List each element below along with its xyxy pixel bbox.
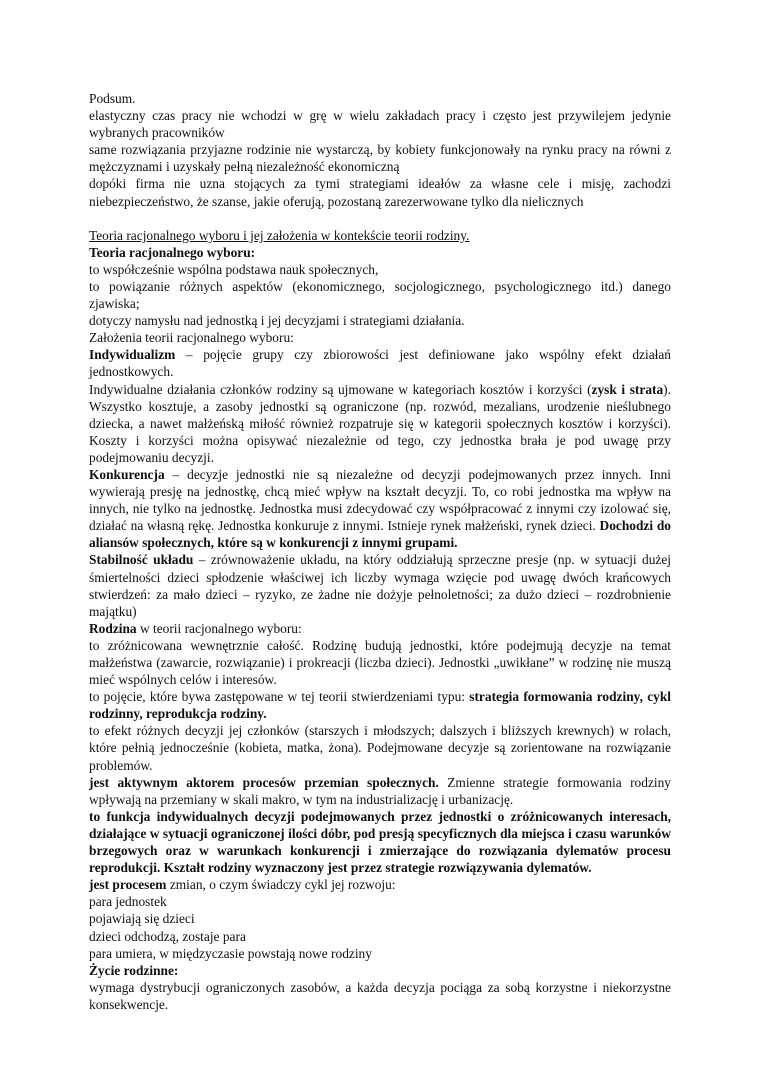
family-term: Rodzina <box>89 620 137 636</box>
family-item-4-text: Zmienne strategie formowania rodziny wpływają na przemiany w skali makro, w tym na industrializację i urbanizację. <box>89 774 672 807</box>
cycle-item: para umiera, w międzyczasie powstają nowe rodziny <box>89 945 372 961</box>
individual-actions-text-a: Indywidualne działania członków rodziny są ujmowane w kategoriach kosztów i korzyści ( <box>89 381 592 397</box>
competition-bold-end: Dochodzi do aliansów społecznych, które są w konkurencji z innymi grupami. <box>89 518 671 551</box>
theory-def-3: dotyczy namysłu nad jednostką i jej decyzjami i strategiami działania. <box>89 313 465 329</box>
family-item-5 <box>89 808 671 876</box>
family-item-5-bold: to funkcja indywidualnych decyzji podejmowanych przez jednostki o zróżnicowanych interesach, działające w sytuacji ograniczonej ilości dóbr, pod presją specyficznych dla miejsca i czasu warunków brzegowych oraz w warunkach konkurencji i zmierzające do rozwiązania dylematów procesu reprodukcji. Kształt rodziny wyznaczony jest przez strategie rozwiązywania dylematów. <box>89 808 671 876</box>
family-life-heading <box>89 962 671 979</box>
family-life-text: wymaga dystrybucji ograniczonych zasobów, a każda decyzja pociąga za sobą korzystne i niekorzystne konsekwencje. <box>89 979 671 1012</box>
family-item-4-bold: jest aktywnym aktorem procesów przemian społecznych. <box>89 774 439 790</box>
family-heading <box>89 620 671 637</box>
stability-text: – zrównoważenie układu, na który oddziałują sprzeczne presje (np. w sytuacji dużej śmiertelności dzieci spłodzenie właściwej ich liczby wymaga wzięcie pod uwagę dwóch krańcowych stwierdzeń: za mało dzieci – ryzyko, ze żadne nie dożyje pełnoletności; za dużo dzieci – rozdrobnienie majątku) <box>89 552 671 619</box>
theory-def-1: to współcześnie wspólna podstawa nauk społecznych, <box>89 261 379 277</box>
individualism-paragraph <box>89 346 671 380</box>
family-process-text: zmian, o czym świadczy cykl jej rozwoju: <box>166 877 396 893</box>
cycle-item: para jednostek <box>89 894 167 910</box>
competition-text: – decyzje jednostki nie są niezależne od decyzji podejmowanych przez innych. Inni wywierają presję na jednostkę, chcą mieć wpływ na kształt decyzji. To, co robi jednostka ma wpływ na innych, nie tylko na jednostkę. Jednostka musi zdecydować czy współpracować z innymi czy izolować się, działać na własną rękę. Jednostka konkuruje z innymi. Istnieje rynek małżeński, rynek dzieci. <box>89 466 671 534</box>
family-item-2 <box>89 688 671 722</box>
competition-term: Konkurencja <box>89 466 165 482</box>
theory-heading <box>89 244 671 261</box>
section-title: Teoria racjonalnego wyboru i jej założenia w kontekście teorii rodziny. <box>89 227 470 243</box>
family-item-2-text: to pojęcie, które bywa zastępowane w tej teorii stwierdzeniami typu: <box>89 689 470 705</box>
summary-heading: Podsum. <box>89 91 136 106</box>
summary-point-3: dopóki firma nie uzna stojących za tymi strategiami ideałów za własne cele i misję, zachodzi niebezpieczeństwo, że szanse, jakie oferują, pozostaną zarezerwowane tylko dla nielicznych <box>89 176 671 209</box>
individual-actions-bold: zysk i strata <box>591 381 664 397</box>
theory-def-2: to powiązanie różnych aspektów (ekonomicznego, socjologicznego, psychologicznego itd.) danego zjawiska; <box>89 278 671 312</box>
cycle-item: pojawiają się dzieci <box>89 911 195 927</box>
summary-point-2: same rozwiązania przyjazne rodzinie nie wystarczą, by kobiety funkcjonowały na rynku pracy na równi z mężczyznami i uzyskały pełną niezależność ekonomiczną <box>89 142 671 175</box>
individual-actions-text-b: ). Wszystko kosztuje, a zasoby jednostki są ograniczone (np. rozwód, mezalians, urodzenie nieślubnego dziecka, a nawet małżeńską miłość również rozpatruje się w kategorii społecznych kosztów i korzyści). Koszty i korzyści można opisywać niezależnie od tego, czy jednostka brała je pod uwagę przy podejmowaniu decyzji. <box>89 381 671 465</box>
stability-paragraph <box>89 551 671 619</box>
family-item-2-bold: strategia formowania rodziny, cykl rodzinny, reprodukcja rodziny. <box>89 689 672 722</box>
summary-point-1: elastyczny czas pracy nie wchodzi w grę w wielu zakładach pracy i często jest przywilejem jedynie wybranych pracowników <box>89 108 671 141</box>
document-page <box>89 90 671 1013</box>
family-process-bold: jest procesem <box>89 877 167 893</box>
family-item-1: to zróżnicowana wewnętrznie całość. Rodzinę budują jednostki, które podejmują decyzje na temat małżeństwa (zawarcie, rozwiązanie) i prokreacji (liczba dzieci). Jednostki „uwikłane” w rodzinę nie muszą mieć wspólnych celów i interesów. <box>89 637 671 688</box>
individualism-text: – pojęcie grupy czy zbiorowości jest definiowane jako wspólny efekt działań jednostkowych. <box>89 347 671 380</box>
assumptions-heading: Założenia teorii racjonalnego wyboru: <box>89 330 294 346</box>
individualism-term: Indywidualizm <box>89 347 176 363</box>
spacer <box>89 210 671 227</box>
individual-actions-paragraph <box>89 381 671 466</box>
family-process <box>89 876 671 893</box>
family-item-3: to efekt różnych decyzji jej członków (starszych i młodszych; dalszych i bliższych krewnych) w rolach, które pełnią jednocześnie (kobieta, matka, żona). Podejmowane decyzje są zorientowane na rozwiązanie problemów. <box>89 723 671 773</box>
family-life-heading-text: Życie rodzinne: <box>89 962 179 978</box>
family-item-4 <box>89 774 671 808</box>
family-term-rest: w teorii racjonalnego wyboru: <box>136 620 302 636</box>
cycle-item: dzieci odchodzą, zostaje para <box>89 928 246 944</box>
theory-heading-text: Teoria racjonalnego wyboru: <box>89 244 256 260</box>
competition-paragraph <box>89 466 671 551</box>
stability-term: Stabilność układu <box>89 552 194 568</box>
